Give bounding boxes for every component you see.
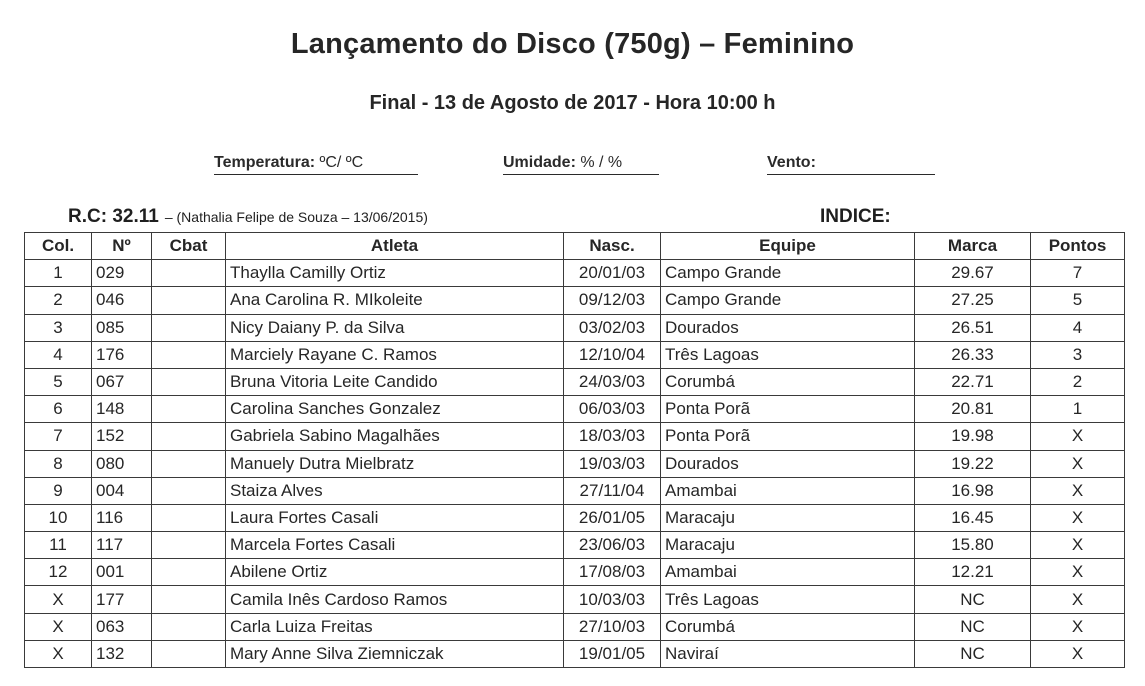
cell-nasc: 18/03/03	[564, 423, 661, 450]
table-row	[25, 532, 1125, 559]
cell-marca: 22.71	[915, 368, 1031, 395]
cell-equipe: Dourados	[661, 314, 915, 341]
table-row	[25, 559, 1125, 586]
temperature-value: ºC/ ºC	[319, 154, 364, 171]
cell-pontos: 2	[1031, 368, 1125, 395]
cell-num: 176	[92, 341, 152, 368]
cell-num: 132	[92, 640, 152, 667]
cell-atleta: Nicy Daiany P. da Silva	[226, 314, 564, 341]
cell-nasc: 19/03/03	[564, 450, 661, 477]
cell-col: X	[25, 586, 92, 613]
cell-nasc: 27/11/04	[564, 477, 661, 504]
cell-nasc: 19/01/05	[564, 640, 661, 667]
cell-nasc: 23/06/03	[564, 532, 661, 559]
cell-cbat	[152, 314, 226, 341]
record-holder: – (Nathalia Felipe de Souza – 13/06/2015)	[164, 209, 428, 225]
cell-pontos: X	[1031, 613, 1125, 640]
cell-cbat	[152, 368, 226, 395]
cell-cbat	[152, 613, 226, 640]
cell-equipe: Amambai	[661, 559, 915, 586]
cell-atleta: Mary Anne Silva Ziemniczak	[226, 640, 564, 667]
cell-atleta: Laura Fortes Casali	[226, 504, 564, 531]
cell-marca: 26.33	[915, 341, 1031, 368]
cell-num: 029	[92, 260, 152, 287]
cell-equipe: Ponta Porã	[661, 423, 915, 450]
cell-equipe: Três Lagoas	[661, 341, 915, 368]
cell-col: 4	[25, 341, 92, 368]
cell-atleta: Camila Inês Cardoso Ramos	[226, 586, 564, 613]
cell-nasc: 03/02/03	[564, 314, 661, 341]
cell-marca: 26.51	[915, 314, 1031, 341]
header-col: Col.	[25, 233, 92, 260]
cell-nasc: 20/01/03	[564, 260, 661, 287]
cell-equipe: Campo Grande	[661, 287, 915, 314]
cell-col: 10	[25, 504, 92, 531]
cell-num: 063	[92, 613, 152, 640]
cell-cbat	[152, 423, 226, 450]
cell-equipe: Amambai	[661, 477, 915, 504]
cell-num: 067	[92, 368, 152, 395]
cell-cbat	[152, 504, 226, 531]
cell-num: 148	[92, 396, 152, 423]
results-table	[24, 232, 1125, 668]
table-row	[25, 423, 1125, 450]
cell-marca: NC	[915, 586, 1031, 613]
cell-cbat	[152, 341, 226, 368]
cell-marca: NC	[915, 640, 1031, 667]
cell-col: 5	[25, 368, 92, 395]
cell-equipe: Três Lagoas	[661, 586, 915, 613]
cell-atleta: Bruna Vitoria Leite Candido	[226, 368, 564, 395]
cell-pontos: X	[1031, 559, 1125, 586]
table-row	[25, 450, 1125, 477]
cell-pontos: X	[1031, 586, 1125, 613]
header-pontos: Pontos	[1031, 233, 1125, 260]
cell-atleta: Carla Luiza Freitas	[226, 613, 564, 640]
cell-col: 12	[25, 559, 92, 586]
cell-equipe: Campo Grande	[661, 260, 915, 287]
header-equipe: Equipe	[661, 233, 915, 260]
cell-num: 152	[92, 423, 152, 450]
cell-marca: 16.98	[915, 477, 1031, 504]
cell-cbat	[152, 640, 226, 667]
cell-cbat	[152, 260, 226, 287]
cell-nasc: 17/08/03	[564, 559, 661, 586]
cell-cbat	[152, 559, 226, 586]
cell-col: X	[25, 640, 92, 667]
table-row	[25, 341, 1125, 368]
cell-marca: 12.21	[915, 559, 1031, 586]
cell-col: 6	[25, 396, 92, 423]
cell-col: 2	[25, 287, 92, 314]
cell-pontos: X	[1031, 640, 1125, 667]
record-line	[68, 206, 428, 228]
temperature-label: Temperatura:	[214, 154, 316, 171]
table-row	[25, 640, 1125, 667]
table-row	[25, 586, 1125, 613]
cell-cbat	[152, 287, 226, 314]
cell-marca: 29.67	[915, 260, 1031, 287]
cell-num: 085	[92, 314, 152, 341]
cell-col: 8	[25, 450, 92, 477]
cell-pontos: X	[1031, 450, 1125, 477]
cell-atleta: Marcela Fortes Casali	[226, 532, 564, 559]
cell-nasc: 12/10/04	[564, 341, 661, 368]
page-title: Lançamento do Disco (750g) – Feminino	[290, 28, 855, 60]
cell-col: 3	[25, 314, 92, 341]
cell-atleta: Carolina Sanches Gonzalez	[226, 396, 564, 423]
cell-cbat	[152, 477, 226, 504]
table-row	[25, 260, 1125, 287]
header-marca: Marca	[915, 233, 1031, 260]
cell-equipe: Corumbá	[661, 368, 915, 395]
cell-marca: NC	[915, 613, 1031, 640]
wind-label: Vento:	[767, 154, 816, 171]
table-header-row	[25, 233, 1125, 260]
humidity-value: % / %	[580, 154, 623, 171]
cell-equipe: Maracaju	[661, 504, 915, 531]
cell-pontos: X	[1031, 477, 1125, 504]
cell-equipe: Ponta Porã	[661, 396, 915, 423]
temperature-field	[214, 154, 418, 175]
cell-atleta: Staiza Alves	[226, 477, 564, 504]
record-label: R.C: 32.11	[68, 206, 159, 227]
cell-atleta: Abilene Ortiz	[226, 559, 564, 586]
header-atleta: Atleta	[226, 233, 564, 260]
cell-pontos: 5	[1031, 287, 1125, 314]
header-num: Nº	[92, 233, 152, 260]
cell-nasc: 09/12/03	[564, 287, 661, 314]
cell-marca: 16.45	[915, 504, 1031, 531]
cell-equipe: Maracaju	[661, 532, 915, 559]
table-row	[25, 314, 1125, 341]
cell-nasc: 24/03/03	[564, 368, 661, 395]
cell-nasc: 10/03/03	[564, 586, 661, 613]
cell-nasc: 06/03/03	[564, 396, 661, 423]
cell-atleta: Ana Carolina R. MIkoleite	[226, 287, 564, 314]
cell-atleta: Gabriela Sabino Magalhães	[226, 423, 564, 450]
humidity-label: Umidade:	[503, 154, 576, 171]
wind-field	[767, 154, 935, 175]
cell-pontos: X	[1031, 423, 1125, 450]
cell-pontos: 4	[1031, 314, 1125, 341]
cell-num: 001	[92, 559, 152, 586]
cell-pontos: 7	[1031, 260, 1125, 287]
cell-cbat	[152, 396, 226, 423]
cell-marca: 19.22	[915, 450, 1031, 477]
cell-equipe: Corumbá	[661, 613, 915, 640]
cell-atleta: Marciely Rayane C. Ramos	[226, 341, 564, 368]
cell-marca: 20.81	[915, 396, 1031, 423]
cell-cbat	[152, 532, 226, 559]
table-row	[25, 477, 1125, 504]
cell-nasc: 26/01/05	[564, 504, 661, 531]
cell-atleta: Thaylla Camilly Ortiz	[226, 260, 564, 287]
cell-col: 9	[25, 477, 92, 504]
cell-equipe: Dourados	[661, 450, 915, 477]
cell-num: 177	[92, 586, 152, 613]
table-row	[25, 287, 1125, 314]
cell-cbat	[152, 450, 226, 477]
indice-label: INDICE:	[820, 206, 891, 227]
header-cbat: Cbat	[152, 233, 226, 260]
header-nasc: Nasc.	[564, 233, 661, 260]
cell-col: 1	[25, 260, 92, 287]
cell-pontos: X	[1031, 504, 1125, 531]
cell-cbat	[152, 586, 226, 613]
cell-col: X	[25, 613, 92, 640]
cell-marca: 27.25	[915, 287, 1031, 314]
cell-num: 046	[92, 287, 152, 314]
table-row	[25, 613, 1125, 640]
cell-pontos: 3	[1031, 341, 1125, 368]
cell-equipe: Naviraí	[661, 640, 915, 667]
event-subtitle: Final - 13 de Agosto de 2017 - Hora 10:00 h	[369, 92, 776, 114]
cell-pontos: X	[1031, 532, 1125, 559]
cell-nasc: 27/10/03	[564, 613, 661, 640]
cell-col: 7	[25, 423, 92, 450]
table-row	[25, 368, 1125, 395]
cell-pontos: 1	[1031, 396, 1125, 423]
cell-col: 11	[25, 532, 92, 559]
cell-num: 116	[92, 504, 152, 531]
cell-num: 117	[92, 532, 152, 559]
cell-marca: 15.80	[915, 532, 1031, 559]
cell-atleta: Manuely Dutra Mielbratz	[226, 450, 564, 477]
cell-num: 004	[92, 477, 152, 504]
table-row	[25, 504, 1125, 531]
table-row	[25, 396, 1125, 423]
humidity-field	[503, 154, 659, 175]
cell-num: 080	[92, 450, 152, 477]
cell-marca: 19.98	[915, 423, 1031, 450]
